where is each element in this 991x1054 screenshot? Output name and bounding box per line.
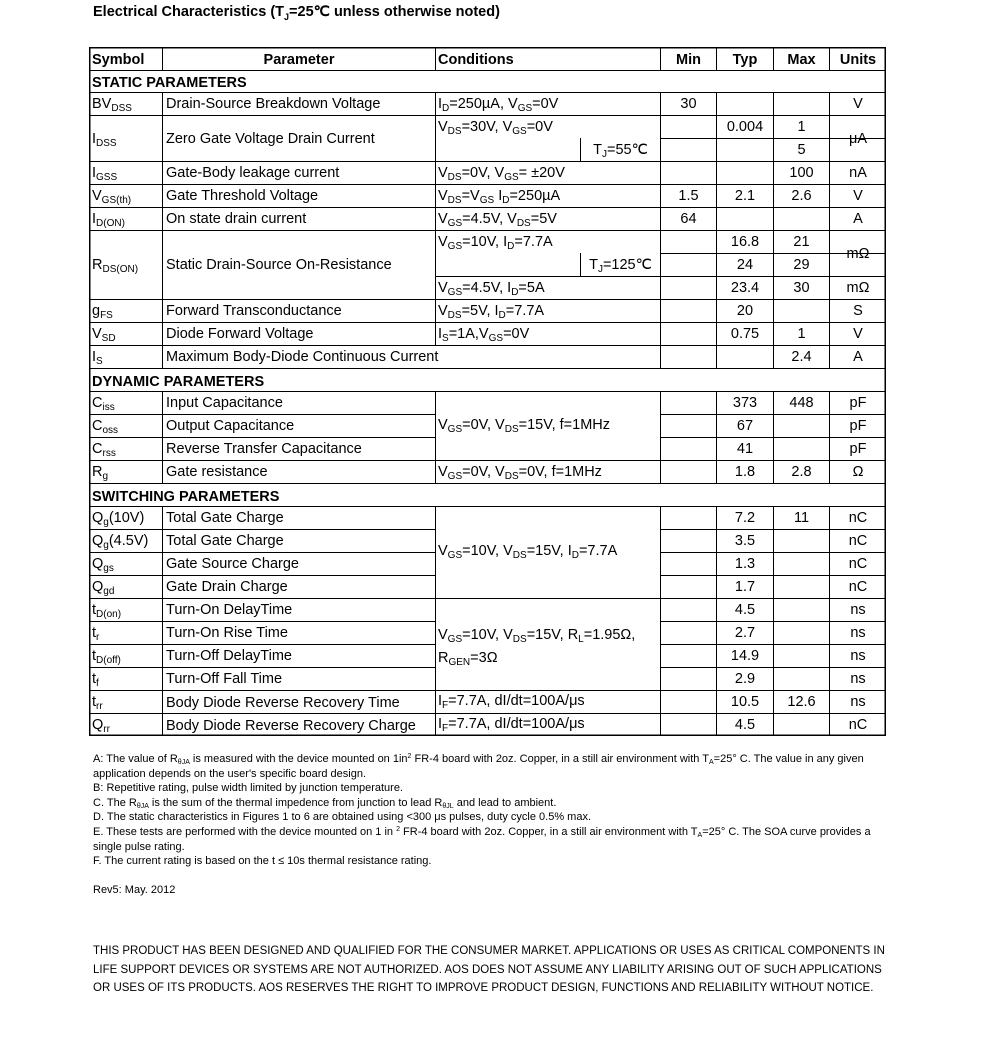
param-rg: Gate resistance	[166, 464, 268, 480]
typ-tr: 2.7	[734, 625, 756, 641]
param-tf: Turn-Off Fall Time	[166, 671, 283, 687]
note-d: D. The static characteristics in Figures 1 to 6 are obtained using <300 μs pulses, duty cycle 0.5% max.	[93, 811, 592, 824]
symbol-ciss: $C_{iss}$	[92, 395, 115, 413]
section-static: STATIC PARAMETERS	[92, 75, 247, 91]
unit-qg10: nC	[848, 510, 868, 526]
symbol-tdoff: $t_{D(off)}$	[92, 648, 121, 666]
cond-idss-tj: $T_J=55℃$	[593, 142, 648, 160]
param-qg10: Total Gate Charge	[166, 510, 284, 526]
cond-qrr: $I_F=7.7A$, dI/dt=100A/μs	[438, 716, 585, 734]
symbol-tdon: $t_{D(on)}$	[92, 602, 122, 620]
cond-trr: $I_F=7.7A$, dI/dt=100A/μs	[438, 693, 585, 711]
symbol-vsd: $V_{SD}$	[92, 326, 116, 344]
max-ciss: 448	[789, 395, 814, 411]
param-vgsth: Gate Threshold Voltage	[166, 188, 319, 204]
param-igss: Gate-Body leakage current	[166, 165, 340, 181]
max-rdson-2: 29	[793, 257, 810, 273]
unit-is: A	[853, 349, 863, 365]
typ-tdoff: 14.9	[730, 648, 760, 664]
unit-rdson-1: mΩ	[846, 246, 870, 262]
typ-qgd: 1.7	[734, 579, 756, 595]
typ-gfs: 20	[736, 303, 754, 319]
note-f: F. The current rating is based on the t ≤ 10s thermal resistance rating.	[93, 855, 432, 868]
typ-crss: 41	[736, 441, 754, 457]
header-units: Units	[839, 52, 877, 68]
unit-idss: μA	[848, 131, 868, 147]
cond-idon: $V_{GS}=4.5V$, $V_{DS}=5V$	[438, 211, 557, 229]
symbol-qrr: $Q_{rr}$	[92, 717, 110, 735]
cond-capacitance: $V_{GS}=0V$, $V_{DS}=15V$, f=1MHz	[438, 417, 610, 435]
typ-rg: 1.8	[734, 464, 756, 480]
param-trr: Body Diode Reverse Recovery Time	[166, 695, 400, 711]
cond-switching: $V_{GS}=10V$, $V_{DS}=15V$, $R_L=1.95\Omega$, $R_{GEN}=3\Omega$	[438, 627, 636, 668]
min-vgsth: 1.5	[678, 188, 699, 204]
cond-rg: $V_{GS}=0V$, $V_{DS}=0V$, f=1MHz	[438, 464, 602, 482]
cond-idss: $V_{DS}=30V$, $V_{GS}=0V$	[438, 119, 553, 137]
section-dynamic: DYNAMIC PARAMETERS	[92, 374, 265, 390]
symbol-qgd: $Q_{gd}$	[92, 579, 115, 597]
header-parameter: Parameter	[263, 52, 335, 68]
max-is: 2.4	[791, 349, 812, 365]
symbol-qgs: $Q_{gs}$	[92, 556, 114, 574]
typ-vsd: 0.75	[730, 326, 760, 342]
typ-trr: 10.5	[730, 694, 760, 710]
symbol-rdson: $R_{DS(ON)}$	[92, 257, 139, 275]
typ-coss: 67	[736, 418, 754, 434]
param-ciss: Input Capacitance	[166, 395, 283, 411]
symbol-coss: $C_{oss}$	[92, 418, 119, 436]
note-b: B: Repetitive rating, pulse width limited by junction temperature.	[93, 782, 403, 795]
symbol-tr: $t_r$	[92, 625, 100, 643]
max-trr: 12.6	[787, 694, 816, 710]
max-qg10: 11	[793, 510, 810, 526]
unit-crss: pF	[849, 441, 867, 457]
unit-tdoff: ns	[850, 648, 866, 664]
max-rdson-1: 21	[793, 234, 810, 250]
unit-qg45: nC	[848, 533, 868, 549]
typ-rdson-1: 16.8	[730, 234, 760, 250]
typ-idss: 0.004	[726, 119, 764, 135]
typ-qrr: 4.5	[734, 717, 756, 733]
param-gfs: Forward Transconductance	[166, 303, 342, 319]
unit-qgd: nC	[848, 579, 868, 595]
header-max: Max	[787, 52, 816, 68]
unit-rg: Ω	[852, 464, 864, 480]
unit-trr: ns	[850, 694, 866, 710]
typ-rdson-3: 23.4	[730, 280, 760, 296]
cond-rdson-2: $V_{GS}=4.5V$, $I_D=5A$	[438, 280, 545, 298]
unit-gfs: S	[853, 303, 863, 319]
param-qgd: Gate Drain Charge	[166, 579, 288, 595]
typ-tdon: 4.5	[734, 602, 756, 618]
typ-rdson-2: 24	[736, 257, 754, 273]
param-qgs: Gate Source Charge	[166, 556, 299, 572]
param-idss: Zero Gate Voltage Drain Current	[166, 131, 375, 147]
note-a: A: The value of $R_{\theta JA}$ is measured with the device mounted on $1in^2$ FR-4 board with 2oz. Copper, in a still air environment with $T_A=25^\circ$ C. The value in any given application depends on the user's specific board design.	[93, 753, 864, 780]
symbol-vgsth: $V_{GS(th)}$	[92, 188, 132, 206]
header-typ: Typ	[732, 52, 758, 68]
typ-qg45: 3.5	[734, 533, 756, 549]
param-tdon: Turn-On DelayTime	[166, 602, 293, 618]
unit-qgs: nC	[848, 556, 868, 572]
param-vsd: Diode Forward Voltage	[166, 326, 314, 342]
unit-vgsth: V	[853, 188, 863, 204]
unit-idon: A	[853, 211, 863, 227]
symbol-idss: $I_{DSS}$	[92, 131, 117, 149]
typ-vgsth: 2.1	[734, 188, 756, 204]
symbol-trr: $t_{rr}$	[92, 694, 103, 712]
header-symbol: Symbol	[92, 52, 145, 68]
param-qg45: Total Gate Charge	[166, 533, 284, 549]
unit-qrr: nC	[848, 717, 868, 733]
max-idss-1: 1	[797, 119, 806, 135]
symbol-qg45: $Q_g(4.5V)$	[92, 533, 149, 551]
min-idon: 64	[680, 211, 697, 227]
symbol-bvdss: $BV_{DSS}$	[92, 96, 132, 114]
symbol-qg10: $Q_g(10V)$	[92, 510, 145, 528]
unit-igss: nA	[849, 165, 867, 181]
typ-qg10: 7.2	[734, 510, 756, 526]
disclaimer-text: THIS PRODUCT HAS BEEN DESIGNED AND QUALIFIED FOR THE CONSUMER MARKET. APPLICATIONS OR USES AS CRITICAL COMPONENTS IN LIFE SUPPORT DEVICES OR SYSTEMS ARE NOT AUTHORIZED. AOS DOES NOT ASSUME ANY LIABILITY ARISING OUT OF SUCH APPLICATIONS OR USES OF ITS PRODUCTS. AOS RESERVES THE RIGHT TO IMPROVE PRODUCT DESIGN, FUNCTIONS AND RELIABILITY WITHOUT NOTICE.	[93, 945, 885, 995]
param-tdoff: Turn-Off DelayTime	[166, 648, 292, 664]
symbol-gfs: $g_{FS}$	[92, 303, 113, 321]
unit-bvdss: V	[853, 96, 863, 112]
unit-rdson-2: mΩ	[846, 280, 870, 296]
unit-coss: pF	[849, 418, 867, 434]
symbol-rg: $R_g$	[92, 464, 109, 482]
max-vsd: 1	[797, 326, 806, 342]
footnotes	[93, 752, 883, 869]
unit-vsd: V	[853, 326, 863, 342]
param-idon: On state drain current	[166, 211, 307, 227]
param-rdson: Static Drain-Source On-Resistance	[166, 257, 392, 273]
cond-vgsth: $V_{DS}=V_{GS}$ $I_D=250\mu A$	[438, 188, 561, 206]
page-title: Electrical Characteristics ($T_J=25℃$ unless otherwise noted)	[93, 4, 500, 22]
max-vgsth: 2.6	[791, 188, 812, 204]
header-min: Min	[676, 52, 701, 68]
cond-rdson-1: $V_{GS}=10V$, $I_D=7.7A$	[438, 234, 553, 252]
unit-ciss: pF	[849, 395, 867, 411]
cond-vsd: $I_S=1A,V_{GS}=0V$	[438, 326, 530, 344]
param-is: Maximum Body-Diode Continuous Current	[166, 349, 439, 365]
cond-igss: $V_{DS}=0V$, $V_{GS}= \pm 20V$	[438, 165, 565, 183]
section-switching: SWITCHING PARAMETERS	[92, 489, 280, 505]
symbol-idon: $I_{D(ON)}$	[92, 211, 125, 229]
max-rdson-3: 30	[793, 280, 810, 296]
header-conditions: Conditions	[438, 52, 514, 68]
cond-gate-charge: $V_{GS}=10V$, $V_{DS}=15V$, $I_D=7.7A$	[438, 543, 618, 561]
note-c: C. The $R_{\theta JA}$ is the sum of the thermal impedence from junction to lead $R_{\theta JL}$ and lead to ambient.	[93, 796, 557, 810]
unit-tr: ns	[850, 625, 866, 641]
param-tr: Turn-On Rise Time	[166, 625, 288, 641]
symbol-crss: $C_{rss}$	[92, 441, 116, 459]
param-crss: Reverse Transfer Capacitance	[166, 441, 362, 457]
min-bvdss: 30	[680, 96, 697, 112]
symbol-tf: $t_f$	[92, 671, 99, 689]
param-qrr: Body Diode Reverse Recovery Charge	[166, 718, 416, 734]
electrical-characteristics-table	[89, 47, 886, 736]
typ-tf: 2.9	[734, 671, 756, 687]
symbol-is: $I_S$	[92, 349, 103, 367]
typ-ciss: 373	[732, 395, 758, 411]
max-igss: 100	[789, 165, 814, 181]
symbol-igss: $I_{GSS}$	[92, 165, 118, 183]
cond-bvdss: $I_D=250\mu A$, $V_{GS}=0V$	[438, 96, 559, 114]
cond-gfs: $V_{DS}=5V$, $I_D=7.7A$	[438, 303, 545, 321]
max-rg: 2.8	[791, 464, 812, 480]
param-coss: Output Capacitance	[166, 418, 295, 434]
max-idss-2: 5	[797, 142, 806, 158]
typ-qgs: 1.3	[734, 556, 756, 572]
unit-tf: ns	[850, 671, 866, 687]
cond-rdson-tj: $T_J=125℃$	[589, 257, 652, 275]
revision-label: Rev5: May. 2012	[93, 884, 176, 896]
param-bvdss: Drain-Source Breakdown Voltage	[166, 96, 381, 112]
note-e: E. These tests are performed with the device mounted on 1 in $^2$ FR-4 board with 2oz. Copper, in a still air environment with $T_A=25^\circ$ C. The SOA curve provides a single pulse rating.	[93, 825, 871, 853]
unit-tdon: ns	[850, 602, 866, 618]
